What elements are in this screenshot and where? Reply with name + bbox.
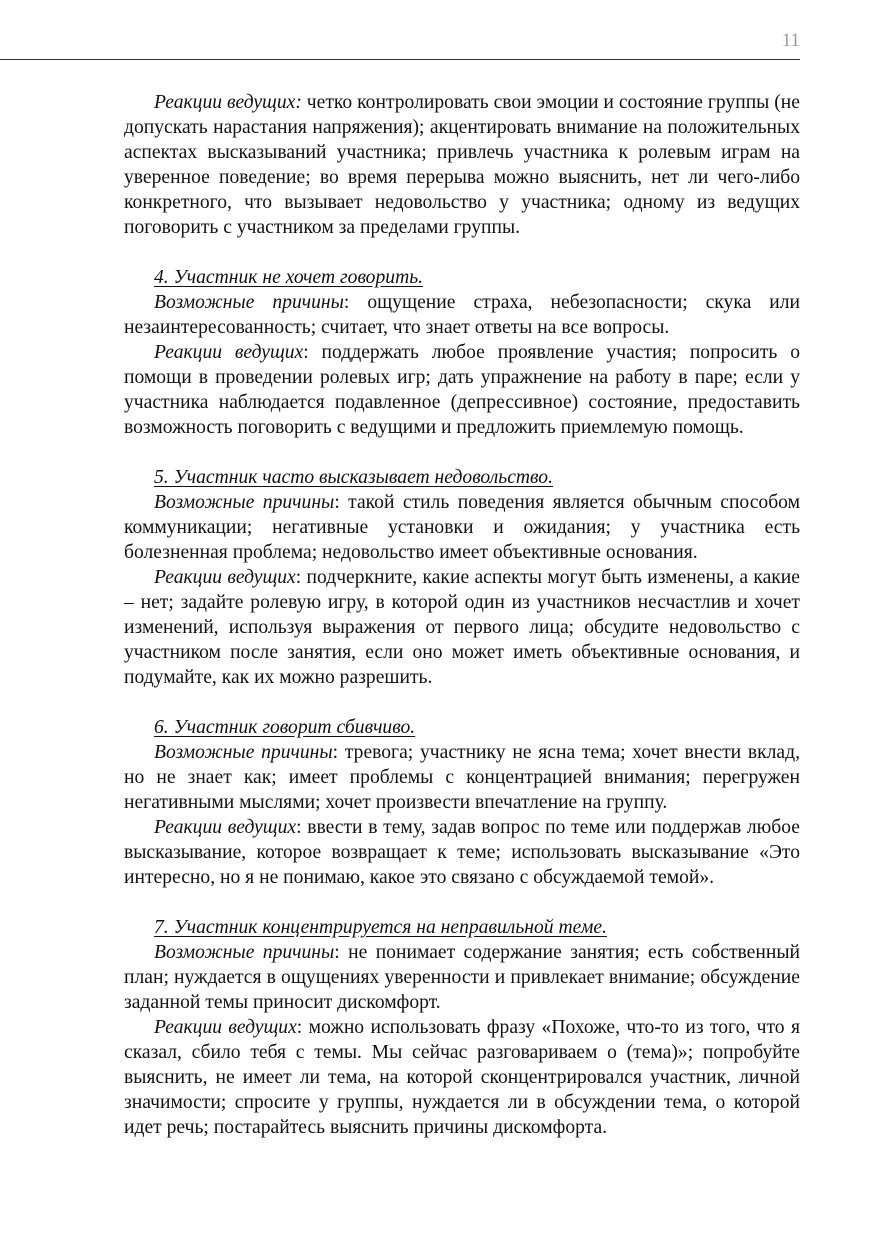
- section-heading: 6. Участник говорит сбивчиво.: [154, 717, 416, 738]
- reactions-paragraph: [124, 1015, 800, 1140]
- causes-text: : не понимает содержание занятия; есть собственный план; нуждается в ощущениях уверенности и привлекает внимание; обсуждение заданной темы приносит дискомфорт.: [124, 942, 800, 1013]
- reactions-text: четко контролировать свои эмоции и состояние группы (не допускать нарастания напряжения); акцентировать внимание на положительных аспектах высказываний участника; привлечь участника к ролевым играм на уверенное поведение; во время перерыва можно выяснить, нет ли чего-либо конкретного, что вызывает недовольство у участника; одному из ведущих поговорить с участником за пределами группы.: [124, 92, 800, 238]
- reactions-label: Реакции ведущих: [154, 567, 296, 588]
- section-heading: 7. Участник концентрируется на неправильной теме.: [154, 917, 607, 938]
- reactions-label: Реакции ведущих:: [154, 92, 302, 113]
- reactions-paragraph: [124, 815, 800, 890]
- causes-text: : ощущение страха, небезопасности; скука или незаинтересованность; считает, что знает ответы на все вопросы.: [124, 292, 800, 338]
- causes-label: Возможные причины: [154, 292, 344, 313]
- reactions-text: : можно использовать фразу «Похоже, что-то из того, что я сказал, сбило тебя с темы. Мы сейчас разговариваем о (тема)»; попробуйте выяснить, не имеет ли тема, на которой сконцентрировался участник, личной значимости; спросите у группы, нуждается ли в обсуждении тема, о которой идет речь; постарайтесь выяснить причины дискомфорта.: [124, 1017, 800, 1138]
- reactions-label: Реакции ведущих: [154, 1017, 297, 1038]
- reactions-paragraph: [124, 340, 800, 440]
- reactions-text: : поддержать любое проявление участия; попросить о помощи в проведении ролевых игр; дать упражнение на работу в паре; если у участника наблюдается подавленное (депрессивное) состояние, предоставить возможность поговорить с ведущими и предложить приемлемую помощь.: [124, 342, 800, 438]
- intro-reactions-paragraph: [124, 90, 800, 240]
- reactions-label: Реакции ведущих: [154, 817, 297, 838]
- section-6: [124, 715, 800, 890]
- section-5: [124, 465, 800, 690]
- causes-paragraph: [124, 290, 800, 340]
- causes-label: Возможные причины: [154, 742, 333, 763]
- reactions-text: : подчеркните, какие аспекты могут быть изменены, а какие – нет; задайте ролевую игру, в которой один из участников несчастлив и хочет изменений, используя выражения от первого лица; обсудите недовольство с участником после занятия, если оно может иметь объективные основания, и подумайте, как их можно разрешить.: [124, 567, 800, 688]
- section-7: [124, 915, 800, 1140]
- header-rule: [0, 59, 800, 60]
- page-number: 11: [781, 30, 800, 51]
- causes-paragraph: [124, 740, 800, 815]
- causes-paragraph: [124, 940, 800, 1015]
- section-heading: 5. Участник часто высказывает недовольство.: [154, 467, 553, 488]
- section-4: [124, 265, 800, 440]
- causes-paragraph: [124, 490, 800, 565]
- page-content: [124, 90, 800, 1140]
- section-heading: 4. Участник не хочет говорить.: [154, 267, 424, 288]
- causes-label: Возможные причины: [154, 492, 335, 513]
- causes-text: : такой стиль поведения является обычным способом коммуникации; негативные установки и ожидания; у участника есть болезненная проблема; недовольство имеет объективные основания.: [124, 492, 800, 563]
- reactions-paragraph: [124, 565, 800, 690]
- reactions-text: : ввести в тему, задав вопрос по теме или поддержав любое высказывание, которое возвращает к теме; использовать высказывание «Это интересно, но я не понимаю, какое это связано с обсуждаемой темой».: [124, 817, 800, 888]
- causes-label: Возможные причины: [154, 942, 335, 963]
- causes-text: : тревога; участнику не ясна тема; хочет внести вклад, но не знает как; имеет проблемы с концентрацией внимания; перегружен негативными мыслями; хочет произвести впечатление на группу.: [124, 742, 800, 813]
- reactions-label: Реакции ведущих: [154, 342, 304, 363]
